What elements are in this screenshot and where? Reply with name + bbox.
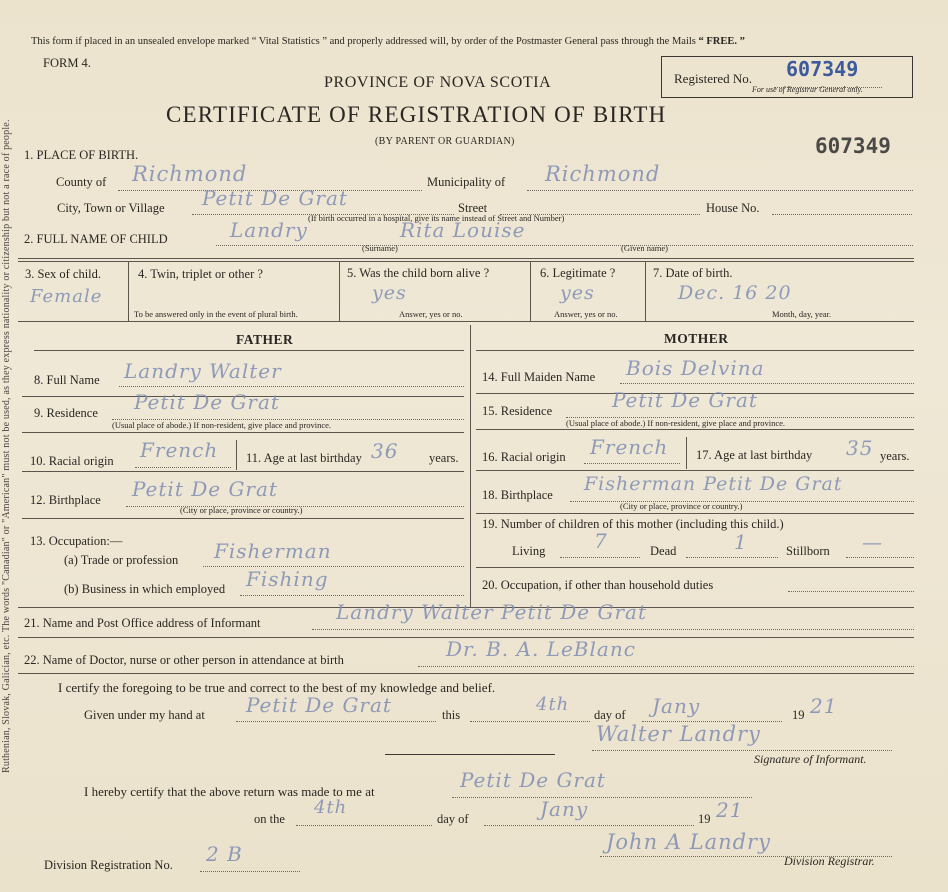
mother-children-label: 19. Number of children of this mother (including this child.) [482, 517, 784, 531]
father-heading: FATHER [236, 332, 294, 347]
father-years: years. [429, 451, 459, 465]
father-age-value: 36 [371, 439, 399, 463]
twin-label: 4. Twin, triplet or other ? [138, 267, 263, 281]
registrar-signature: John A Landry [606, 830, 771, 854]
registrar-day-value: 4th [314, 797, 348, 818]
living-label: Living [512, 544, 546, 558]
margin-note [0, 0, 14, 892]
page-subtitle: (BY PARENT OR GUARDIAN) [375, 136, 515, 147]
child-given-value: Rita Louise [400, 218, 526, 242]
registrar-year-value: 21 [716, 798, 744, 822]
stillborn-value: — [862, 530, 883, 554]
registrar-place-value: Petit De Grat [460, 768, 606, 792]
street-label: Street [458, 201, 488, 215]
father-birthplace-note: (City or place, province or country.) [180, 505, 303, 515]
doctor-label: 22. Name of Doctor, nurse or other person in attendance at birth [24, 653, 344, 667]
surname-caption: (Surname) [362, 243, 398, 253]
place-of-birth-label: 1. PLACE OF BIRTH. [24, 148, 139, 162]
on-the-label: on the [254, 812, 285, 826]
certify-statement: I certify the foregoing to be true and correct to the best of my knowledge and belief. [58, 680, 496, 695]
dob-value: Dec. 16 20 [678, 282, 792, 304]
province-heading: PROVINCE OF NOVA SCOTIA [324, 74, 552, 91]
sex-value: Female [30, 286, 103, 307]
this-label: this [442, 708, 461, 722]
father-age-label: 11. Age at last birthday [246, 451, 362, 465]
twin-note: To be answered only in the event of plural birth. [134, 309, 298, 319]
form-number: FORM 4. [43, 56, 91, 70]
father-residence-value: Petit De Grat [134, 390, 280, 414]
father-birthplace-label: 12. Birthplace [30, 493, 101, 507]
born-alive-label: 5. Was the child born alive ? [347, 266, 490, 280]
dob-label: 7. Date of birth. [653, 266, 733, 280]
registered-number-box [661, 56, 913, 98]
dob-note: Month, day, year. [772, 309, 832, 319]
registrar-day-of-label: day of [437, 812, 469, 826]
mother-name-value: Bois Delvina [626, 356, 765, 380]
registrar-caption: Division Registrar. [784, 854, 875, 868]
given-year-value: 21 [810, 694, 838, 718]
father-racial-label: 10. Racial origin [30, 454, 114, 468]
mother-name-label: 14. Full Maiden Name [482, 370, 596, 384]
registrar-statement: I hereby certify that the above return was made to me at [84, 784, 375, 799]
father-business-label: (b) Business in which employed [64, 582, 226, 596]
mother-racial-value: French [590, 435, 669, 459]
child-surname-value: Landry [230, 218, 308, 242]
informant-label: 21. Name and Post Office address of Informant [24, 616, 261, 630]
mother-residence-value: Petit De Grat [612, 388, 758, 412]
given-day-value: 4th [536, 694, 570, 715]
father-residence-note: (Usual place of abode.) If non-resident, give place and province. [112, 420, 332, 430]
mail-note [31, 36, 745, 47]
mother-residence-note: (Usual place of abode.) If non-resident, give place and province. [566, 418, 786, 428]
legitimate-label: 6. Legitimate ? [540, 266, 616, 280]
margin-text: Ruthenian, Slovak, Galician, etc. The words "Canadian" or "American" must not be used, as they express nationality or citizenship but not a race of people. [1, 119, 12, 773]
mother-racial-label: 16. Racial origin [482, 450, 566, 464]
hospital-note: (If birth occurred in a hospital, give its name instead of Street and Number) [308, 213, 565, 223]
informant-signature-caption: Signature of Informant. [754, 752, 867, 766]
sex-label: 3. Sex of child. [25, 267, 102, 281]
living-value: 7 [594, 529, 608, 553]
registered-number: 607349 [786, 57, 859, 81]
dead-label: Dead [650, 544, 677, 558]
father-trade-value: Fisherman [214, 539, 332, 563]
mother-years: years. [880, 449, 910, 463]
mother-birthplace-value: Fisherman Petit De Grat [584, 473, 843, 495]
given-day-of-label: day of [594, 708, 626, 722]
father-residence-label: 9. Residence [34, 406, 98, 420]
city-label: City, Town or Village [57, 201, 165, 215]
registrar-year-prefix: 19 [698, 812, 711, 826]
stamp-number: 607349 [815, 134, 891, 158]
registered-label: Registered No. [674, 71, 752, 86]
doctor-value: Dr. B. A. LeBlanc [446, 637, 636, 661]
legitimate-value: yes [560, 282, 595, 304]
given-name-caption: (Given name) [621, 243, 668, 253]
dead-value: 1 [734, 530, 748, 554]
father-name-label: 8. Full Name [34, 373, 100, 387]
county-value: Richmond [132, 162, 248, 186]
division-registration-label: Division Registration No. [44, 858, 173, 872]
given-under-label: Given under my hand at [84, 708, 205, 722]
father-name-value: Landry Walter [124, 359, 282, 383]
stillborn-label: Stillborn [786, 544, 830, 558]
municipality-value: Richmond [545, 162, 661, 186]
given-year-prefix: 19 [792, 708, 805, 722]
county-label: County of [56, 175, 107, 189]
mother-age-value: 35 [846, 436, 874, 460]
house-number-label: House No. [706, 201, 760, 215]
mother-age-label: 17. Age at last birthday [696, 448, 813, 462]
born-alive-value: yes [372, 282, 407, 304]
mail-note-text: This form if placed in an unsealed envelope marked “ Vital Statistics ” and properly addressed will, by order of the Postmaster General pass through the Mails [31, 36, 696, 47]
registrar-note: For use of Registrar General only. [752, 85, 863, 94]
mother-heading: MOTHER [664, 331, 729, 346]
legitimate-note: Answer, yes or no. [554, 309, 618, 319]
father-business-value: Fishing [246, 567, 329, 591]
city-value: Petit De Grat [202, 186, 348, 210]
division-registration-value: 2 B [206, 842, 243, 866]
mother-birthplace-label: 18. Birthplace [482, 488, 553, 502]
municipality-label: Municipality of [427, 175, 506, 189]
page-title: CERTIFICATE OF REGISTRATION OF BIRTH [166, 102, 667, 127]
registrar-month-value: Jany [540, 797, 589, 821]
given-place-value: Petit De Grat [246, 693, 392, 717]
given-month-value: Jany [652, 694, 701, 718]
father-birthplace-value: Petit De Grat [132, 477, 278, 501]
father-trade-label: (a) Trade or profession [64, 553, 179, 567]
father-racial-value: French [140, 438, 219, 462]
free-label: “ FREE. ” [698, 36, 745, 47]
mother-occupation-label: 20. Occupation, if other than household duties [482, 578, 714, 592]
mother-residence-label: 15. Residence [482, 404, 553, 418]
born-alive-note: Answer, yes or no. [399, 309, 463, 319]
father-occupation-label: 13. Occupation:— [30, 534, 123, 548]
child-name-label: 2. FULL NAME OF CHILD [24, 232, 168, 246]
informant-value: Landry Walter Petit De Grat [336, 600, 647, 624]
mother-birthplace-note: (City or place, province or country.) [620, 501, 743, 511]
informant-signature: Walter Landry [596, 722, 761, 746]
